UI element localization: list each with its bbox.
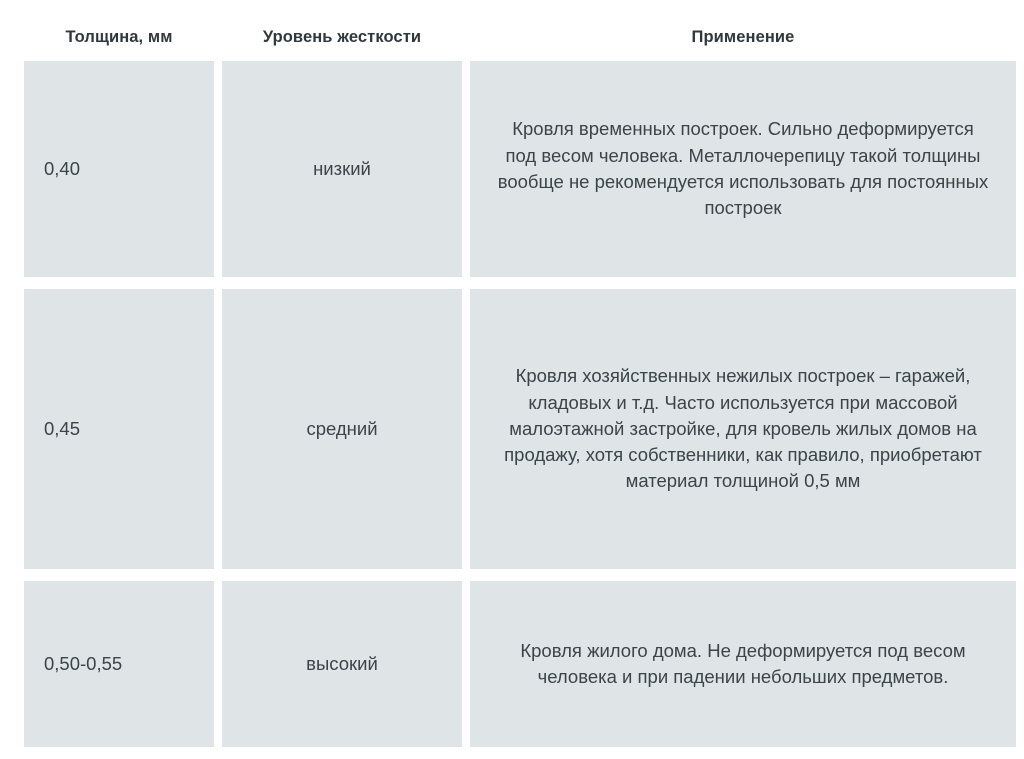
table-body: [24, 61, 1016, 747]
cell-thickness: 0,40: [24, 61, 214, 277]
table-row: [24, 289, 1016, 569]
usage-text: Кровля временных построек. Сильно деформируется под весом человека. Металлочерепицу такой толщины вообще не рекомендуется использовать для постоянных построек: [497, 118, 989, 219]
table-row: [24, 581, 1016, 747]
cell-thickness: 0,45: [24, 289, 214, 569]
cell-rigidity: высокий: [222, 581, 462, 747]
column-header-thickness: Толщина, мм: [65, 28, 173, 46]
cell-usage: [470, 289, 1016, 569]
table-header-row: [24, 28, 1016, 49]
table-header: [24, 28, 1016, 49]
cell-usage: [470, 581, 1016, 747]
column-header-rigidity: Уровень жесткости: [262, 28, 422, 46]
metal-tile-thickness-table: [16, 16, 1024, 759]
column-header-usage: Применение: [691, 28, 795, 46]
cell-rigidity: низкий: [222, 61, 462, 277]
cell-usage: [470, 61, 1016, 277]
cell-rigidity: средний: [222, 289, 462, 569]
cell-thickness: 0,50-0,55: [24, 581, 214, 747]
table-row: [24, 61, 1016, 277]
usage-text: Кровля хозяйственных нежилых построек – гаражей, кладовых и т.д. Часто используется при массовой малоэтажной застройке, для кровель жилых домов на продажу, хотя собственники, как правило, приобретают материал толщиной 0,5 мм: [504, 365, 982, 492]
usage-text: Кровля жилого дома. Не деформируется под весом человека и при падении небольших предметов.: [520, 639, 966, 687]
